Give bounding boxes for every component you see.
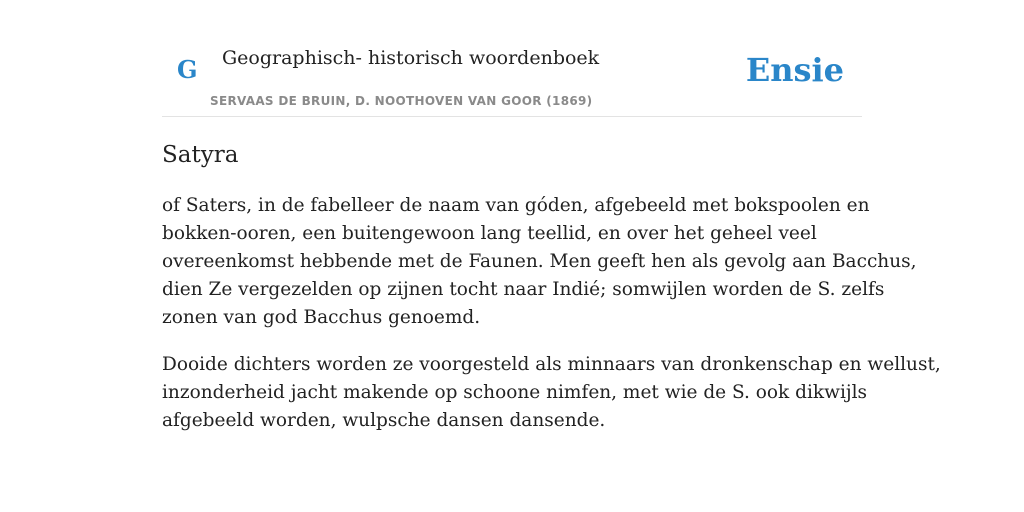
dictionary-authors: SERVAAS DE BRUIN, D. NOOTHOVEN VAN GOOR (1869) [210,94,593,108]
text-line: of Saters, in de fabelleer de naam van góden, afgebeeld met bokspoolen en [162,195,870,216]
text-line: Dooide dichters worden ze voorgesteld als minnaars van dronkenschap en wellust, [162,354,941,375]
text-line: bokken-ooren, een buitengewoon lang teellid, en over het geheel veel [162,223,817,244]
entry-paragraph [162,192,917,332]
ensie-logo[interactable]: Ensie [745,51,844,89]
text-line: overeenkomst hebbende met de Faunen. Men geeft hen als gevolg aan Bacchus, [162,251,917,272]
dictionary-title[interactable]: Geographisch- historisch woordenboek [222,47,600,69]
dictionary-header [162,0,862,117]
text-line: dien Ze vergezelden op zijnen tocht naar Indié; somwijlen worden de S. zelfs [162,279,885,300]
text-line: afgebeeld worden, wulpsche dansen dansende. [162,410,606,431]
text-line: zonen van god Bacchus genoemd. [162,307,481,328]
index-letter[interactable]: G [177,55,198,84]
entry-body [162,192,941,454]
entry-paragraph [162,351,941,435]
text-line: inzonderheid jacht makende op schoone nimfen, met wie de S. ook dikwijls [162,382,868,403]
entry-title: Satyra [162,142,239,168]
